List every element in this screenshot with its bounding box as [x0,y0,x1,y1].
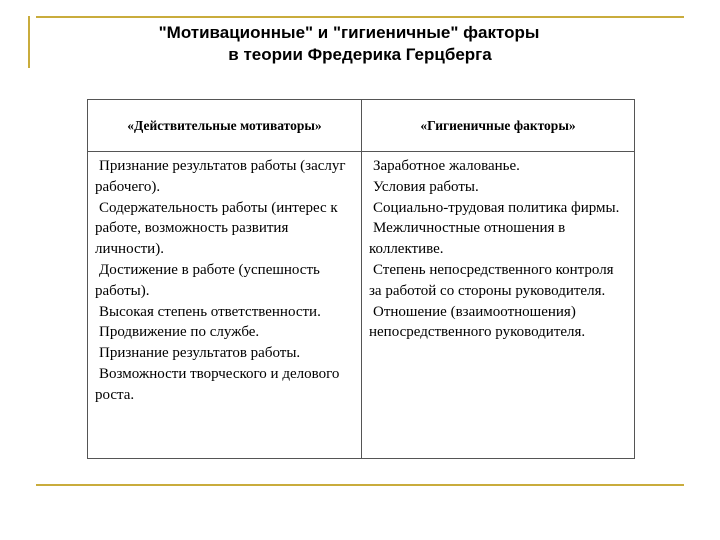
motivator-item: Признание результатов работы. [99,345,301,362]
hygiene-item: Отношение (взаимоотношения) непосредственного руководителя. [369,303,586,341]
motivator-item: Продвижение по службе. [99,324,260,341]
motivator-item: Возможности творческого и делового роста. [95,365,340,403]
hygiene-item: Степень непосредственного контроля за работой со стороны руководителя. [369,261,614,299]
bottom-decorative-line [36,484,684,486]
slide-title [40,22,680,66]
title-line-2: в теории Фредерика Герцберга [228,45,492,64]
title-line-1: "Мотивационные" и "гигиеничные" факторы [158,23,540,42]
hygiene-item: Межличностные отношения в коллективе. [369,220,566,258]
hygiene-cell [362,152,635,459]
header-motivators: «Действительные мотиваторы» [88,100,362,152]
header-hygiene: «Гигиеничные факторы» [362,100,635,152]
motivator-item: Достижение в работе (успешность работы). [95,261,320,299]
hygiene-item: Социально-трудовая политика фирмы. [373,199,620,216]
table-header-row [88,100,635,152]
hygiene-item: Заработное жалованье. [373,158,520,174]
table-row [88,152,635,459]
hygiene-item: Условия работы. [373,178,479,195]
herzberg-factors-table [87,99,635,459]
motivators-cell [88,152,362,459]
top-decorative-line [36,16,684,18]
motivator-item: Высокая степень ответственности. [99,303,321,320]
motivator-item: Содержательность работы (интерес к работе, возможность развития личности). [95,199,338,258]
motivator-item: Признание результатов работы (заслуг рабочего). [95,158,346,195]
